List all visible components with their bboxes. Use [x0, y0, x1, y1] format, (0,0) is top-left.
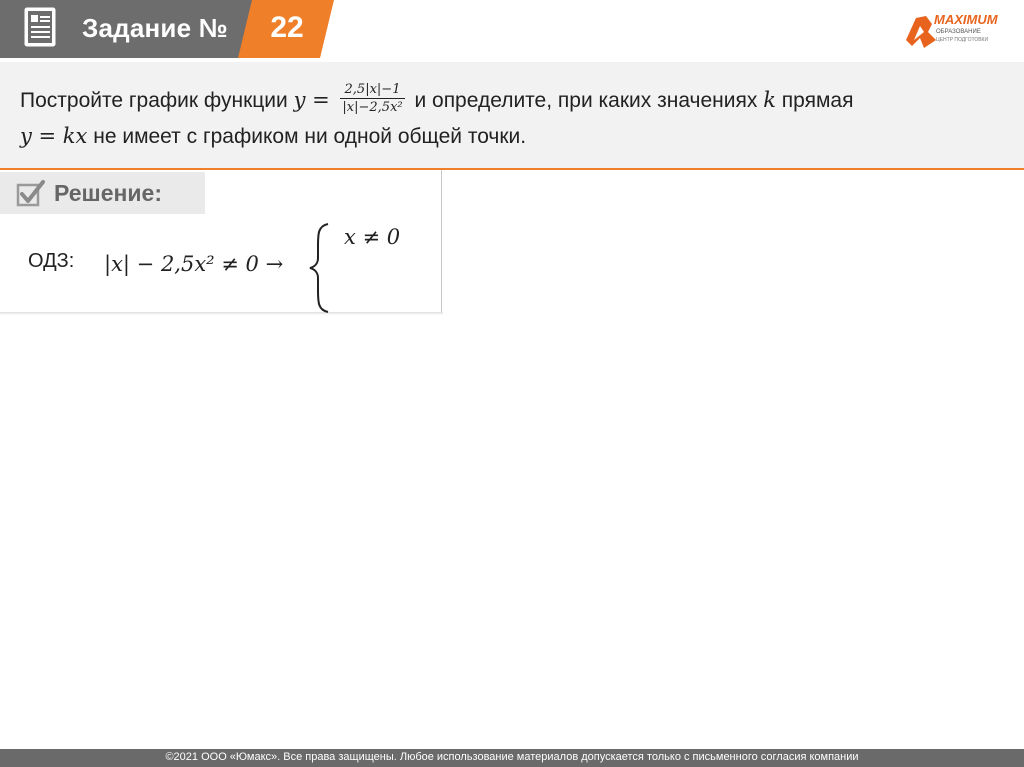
task-label: Задание №: [82, 13, 228, 43]
var-k: k: [763, 88, 776, 113]
logo-subtitle-small: ЦЕНТР ПОДГОТОВКИ: [936, 37, 989, 43]
logo-text: MAXIMUM: [934, 12, 998, 27]
problem-text-2: не имеет с графиком ни одной общей точки.: [87, 125, 527, 148]
footer-bar: [0, 749, 1024, 767]
function-fraction: [340, 81, 404, 116]
problem-text-end: прямая: [775, 89, 854, 113]
line-equation: y = kx: [20, 124, 88, 148]
system-row-1: x ≠ 0: [344, 225, 401, 249]
document-icon: [22, 6, 60, 50]
copyright-text: ©2021 ООО «Юмакс». Все права защищены. Любое использование материалов допускается только с письменного согласия компании: [165, 751, 859, 763]
solution-label: Решение:: [54, 180, 163, 206]
problem-line-2: [20, 124, 526, 149]
problem-statement: [0, 62, 1024, 170]
var-y: y: [293, 88, 306, 113]
logo-subtitle: ОБРАЗОВАНИЕ: [936, 29, 981, 35]
problem-text: Постройте график функции: [20, 89, 294, 113]
problem-text-mid: и определите, при каких значениях: [408, 89, 764, 113]
problem-line-1: [20, 84, 853, 119]
fraction-numerator: 2,5|x|−1: [340, 81, 404, 99]
panel-shadow: [0, 312, 443, 315]
task-number: 22: [270, 11, 304, 44]
checkbox-checked-icon: [16, 179, 46, 207]
fraction-denominator: |x|−2,5x²: [342, 100, 403, 115]
odz-expression: |x| − 2,5x² ≠ 0 →: [104, 252, 284, 276]
system-brace-icon: [308, 222, 330, 314]
equals-sign: =: [305, 88, 337, 113]
odz-label: ОДЗ:: [28, 250, 75, 272]
slide-header: [0, 0, 1024, 60]
